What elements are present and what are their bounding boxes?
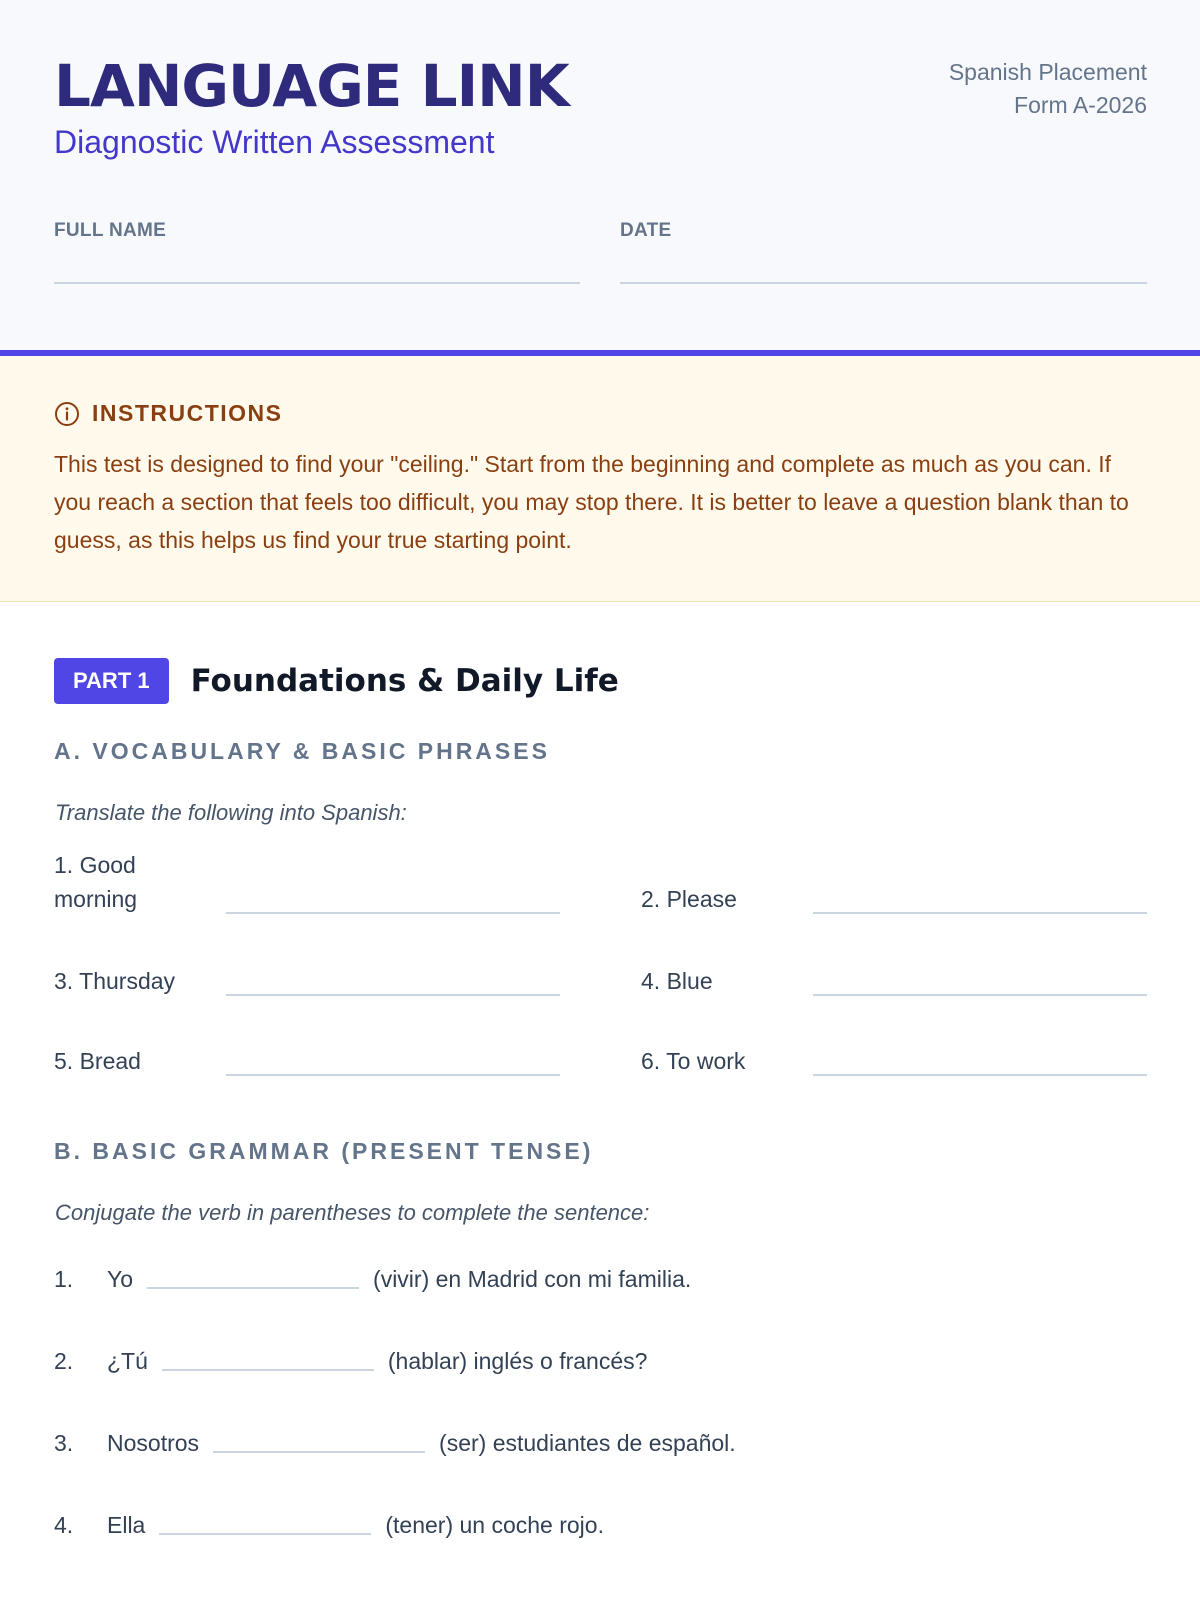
vocab-label: 3. Thursday	[54, 968, 176, 994]
vocab-item	[54, 964, 574, 998]
form-meta-line1: Spanish Placement	[948, 59, 1147, 85]
grammar-item	[54, 1348, 647, 1375]
grammar-answer-input[interactable]	[147, 1287, 359, 1289]
grammar-item	[54, 1512, 604, 1539]
vocab-label: 2. Please	[641, 886, 737, 912]
section-b-instruction: Conjugate the verb in parentheses to complete the sentence:	[55, 1200, 650, 1225]
vocab-answer-input[interactable]	[813, 912, 1147, 914]
vocab-item	[641, 848, 1161, 916]
vocab-label: 5. Bread	[54, 1048, 141, 1074]
assessment-subtitle: Diagnostic Written Assessment	[54, 124, 495, 160]
part-header	[54, 658, 619, 704]
instructions-title: INSTRUCTIONS	[92, 400, 283, 426]
full-name-input[interactable]	[54, 282, 580, 284]
form-meta	[949, 56, 1147, 122]
vocab-item	[641, 1044, 1161, 1078]
date-field	[620, 220, 1147, 284]
grammar-rest: (vivir) en Madrid con mi familia.	[373, 1266, 692, 1292]
grammar-subject: Ella	[107, 1512, 146, 1538]
instructions-heading	[54, 400, 1146, 427]
grammar-rest: (ser) estudiantes de español.	[439, 1430, 736, 1456]
test-content	[0, 602, 1200, 1602]
grammar-item	[54, 1430, 736, 1457]
brand-title: LANGUAGE LINK	[54, 52, 569, 120]
grammar-number: 3.	[54, 1430, 74, 1456]
vocab-label: 6. To work	[641, 1048, 746, 1074]
page-header	[0, 0, 1200, 356]
grammar-rest: (hablar) inglés o francés?	[387, 1348, 648, 1374]
vocab-label: 4. Blue	[641, 968, 713, 994]
grammar-subject: Nosotros	[107, 1430, 200, 1456]
vocab-answer-input[interactable]	[813, 994, 1147, 996]
instructions-text: This test is designed to find your "ceiling." Start from the beginning and complete as much as you can. If you reach a section that feels too difficult, you may stop there. It is better to leave a question blank than to guess, as this helps us find your true starting point.	[54, 451, 1129, 553]
grammar-answer-input[interactable]	[213, 1451, 425, 1453]
grammar-item	[54, 1266, 691, 1293]
section-a-instruction: Translate the following into Spanish:	[55, 800, 407, 825]
vocab-item	[641, 964, 1161, 998]
grammar-answer-input[interactable]	[159, 1533, 371, 1535]
vocab-answer-input[interactable]	[226, 994, 560, 996]
full-name-field	[54, 220, 580, 284]
grammar-number: 4.	[54, 1512, 74, 1538]
vocab-answer-input[interactable]	[226, 1074, 560, 1076]
date-input[interactable]	[620, 282, 1147, 284]
section-b-heading: B. BASIC GRAMMAR (PRESENT TENSE)	[54, 1138, 594, 1164]
instructions-panel	[0, 356, 1200, 602]
grammar-subject: ¿Tú	[107, 1348, 148, 1374]
full-name-label: FULL NAME	[54, 220, 167, 241]
vocab-item	[54, 848, 574, 916]
grammar-rest: (tener) un coche rojo.	[385, 1512, 604, 1538]
form-meta-line2: Form A-2026	[1014, 92, 1147, 118]
vocab-answer-input[interactable]	[813, 1074, 1147, 1076]
section-a-heading: A. VOCABULARY & BASIC PHRASES	[54, 738, 550, 764]
info-icon	[54, 401, 80, 427]
vocab-answer-input[interactable]	[226, 912, 560, 914]
grammar-number: 1.	[54, 1266, 74, 1292]
part-title: Foundations & Daily Life	[190, 663, 619, 699]
vocab-item	[54, 1044, 574, 1078]
date-label: DATE	[620, 220, 672, 241]
grammar-subject: Yo	[107, 1266, 134, 1292]
vocab-label: 1. Good morning	[54, 852, 138, 912]
grammar-number: 2.	[54, 1348, 74, 1374]
part-badge: PART 1	[54, 658, 169, 704]
grammar-answer-input[interactable]	[162, 1369, 374, 1371]
